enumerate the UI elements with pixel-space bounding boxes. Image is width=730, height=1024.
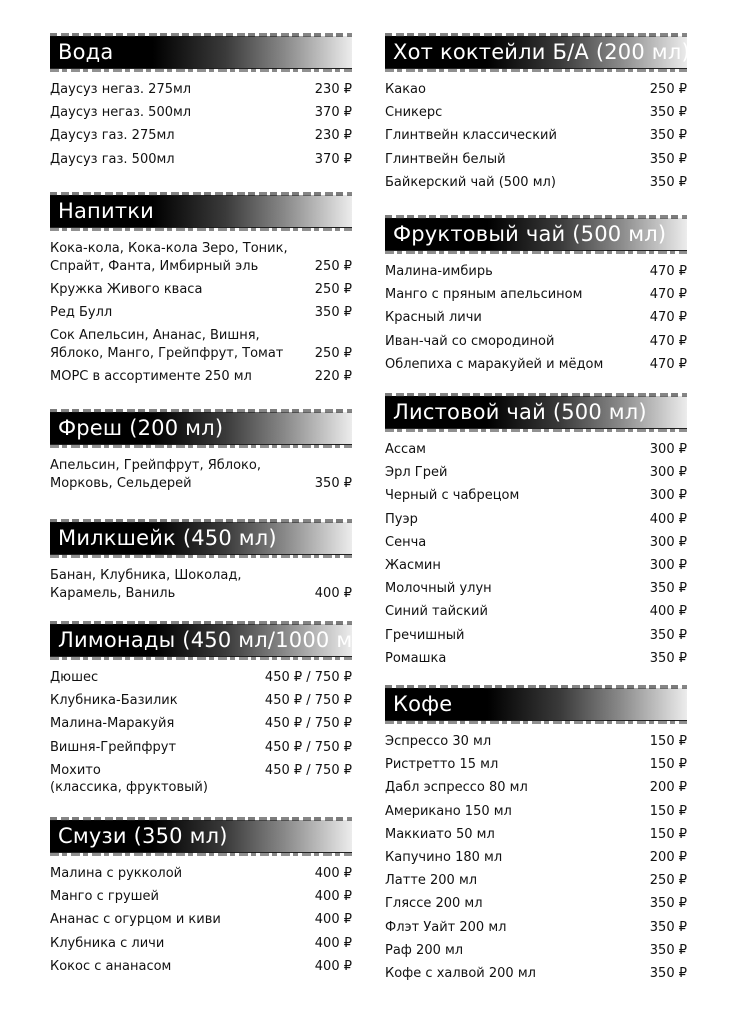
menu-item-price: 300 ₽ xyxy=(649,534,687,550)
menu-item-name: Сенча xyxy=(385,534,427,550)
menu-item xyxy=(50,669,352,687)
menu-item xyxy=(50,739,352,757)
menu-item xyxy=(385,286,687,304)
menu-item-name: Клубника с личи xyxy=(50,935,165,951)
menu-item-name: Облепиха с маракуйей и мёдом xyxy=(385,356,604,372)
menu-item-price: 470 ₽ xyxy=(649,264,687,279)
menu-item-price: 150 ₽ xyxy=(649,734,687,749)
menu-item xyxy=(50,327,352,362)
menu-item-price: 400 ₽ xyxy=(314,912,352,928)
menu-item-price: 350 ₽ xyxy=(649,919,687,935)
section-header-banner xyxy=(50,522,352,555)
menu-item-price: 450 ₽ / 750 ₽ xyxy=(264,739,352,755)
menu-item-name: Сок Апельсин, Ананас, Вишня, Яблоко, Манго, Грейпфрут, Томат xyxy=(50,328,284,361)
menu-item-name: Даусуз газ. 500мл xyxy=(50,151,175,167)
menu-item-name: Ристретто 15 мл xyxy=(385,757,499,773)
menu-item xyxy=(50,151,352,169)
menu-item-price: 450 ₽ / 750 ₽ xyxy=(264,693,352,709)
menu-item-name: Манго с пряным апельсином xyxy=(385,287,583,303)
menu-item xyxy=(385,104,687,122)
menu-item xyxy=(50,104,352,122)
menu-item-price: 300 ₽ xyxy=(649,465,687,481)
menu-item-price: 150 ₽ xyxy=(649,826,687,842)
section-header-banner xyxy=(385,688,687,721)
menu-item-price: 470 ₽ xyxy=(649,287,687,303)
menu-item xyxy=(385,895,687,913)
menu-item-price: 350 ₽ xyxy=(649,128,687,144)
menu-item-price: 350 ₽ xyxy=(649,965,687,981)
menu-item-name: Раф 200 мл xyxy=(385,942,464,958)
menu-item xyxy=(385,534,687,552)
menu-item xyxy=(50,865,352,883)
menu-item-name: Американо 150 мл xyxy=(385,803,512,819)
menu-item xyxy=(385,919,687,937)
menu-item xyxy=(50,692,352,710)
menu-item-name: Малина-имбирь xyxy=(385,264,493,279)
menu-item-name: Даусуз негаз. 275мл xyxy=(50,82,192,97)
section-title: Милкшейк (450 мл) xyxy=(58,526,277,550)
menu-item-price: 400 ₽ xyxy=(314,866,352,881)
menu-item-price: 370 ₽ xyxy=(314,105,352,121)
menu-item xyxy=(50,281,352,299)
menu-item-price: 470 ₽ xyxy=(649,310,687,326)
menu-item-name: Эспрессо 30 мл xyxy=(385,734,492,749)
menu-item-name: Мохито (классика, фруктовый) xyxy=(50,762,208,796)
menu-item-price: 150 ₽ xyxy=(649,803,687,819)
menu-item-price: 350 ₽ xyxy=(649,896,687,912)
menu-section xyxy=(50,522,352,608)
menu-item xyxy=(385,627,687,645)
menu-item xyxy=(385,441,687,459)
menu-item-price: 200 ₽ xyxy=(649,780,687,796)
section-title: Листовой чай (500 мл) xyxy=(393,400,647,424)
menu-item-list xyxy=(50,865,352,975)
menu-item-name: Малина с рукколой xyxy=(50,866,183,881)
menu-item-name: Сникерс xyxy=(385,105,443,121)
menu-item xyxy=(50,888,352,906)
menu-item xyxy=(385,779,687,797)
menu-item xyxy=(385,733,687,751)
menu-item-price: 230 ₽ xyxy=(314,128,352,144)
menu-item-name: Пуэр xyxy=(385,511,418,527)
menu-item-name: Синий тайский xyxy=(385,604,488,620)
menu-item-price: 350 ₽ xyxy=(649,942,687,958)
menu-item-name: Капучино 180 мл xyxy=(385,849,503,865)
menu-item-price: 350 ₽ xyxy=(649,650,687,666)
menu-item-name: Глинтвейн белый xyxy=(385,151,506,167)
menu-item-name: Иван-чай со смородиной xyxy=(385,333,555,349)
menu-item-price: 200 ₽ xyxy=(649,849,687,865)
menu-item-name: Молочный улун xyxy=(385,581,492,597)
menu-item-name: Гречишный xyxy=(385,627,465,643)
menu-item-name: Банан, Клубника, Шоколад, Карамель, Ваниль xyxy=(50,568,242,601)
menu-item xyxy=(385,803,687,821)
menu-item-name: Кофе с халвой 200 мл xyxy=(385,965,536,981)
menu-item-name: Вишня-Грейпфрут xyxy=(50,739,177,755)
menu-item xyxy=(385,511,687,529)
section-title: Хот коктейли Б/А (200 мл) xyxy=(393,40,690,64)
menu-item xyxy=(385,849,687,867)
menu-item-price: 350 ₽ xyxy=(649,581,687,597)
menu-item xyxy=(50,935,352,953)
menu-item xyxy=(385,333,687,351)
menu-item-name: Латте 200 мл xyxy=(385,873,478,889)
menu-item-name: Даусуз негаз. 500мл xyxy=(50,105,192,121)
menu-item-price: 220 ₽ xyxy=(314,368,352,384)
menu-item-price: 250 ₽ xyxy=(314,258,352,274)
section-title: Смузи (350 мл) xyxy=(58,824,228,848)
menu-item xyxy=(385,650,687,668)
menu-item-name: Байкерский чай (500 мл) xyxy=(385,174,556,190)
menu-item-name: Дюшес xyxy=(50,670,99,685)
menu-item-name: Красный личи xyxy=(385,310,482,326)
section-header-banner xyxy=(385,36,690,69)
menu-item xyxy=(385,603,687,621)
menu-item xyxy=(385,942,687,960)
menu-section xyxy=(50,36,352,174)
menu-item-price: 350 ₽ xyxy=(649,105,687,121)
menu-item xyxy=(50,240,352,275)
menu-item xyxy=(385,557,687,575)
menu-item-name: Даусуз газ. 275мл xyxy=(50,128,175,144)
menu-section xyxy=(50,412,352,498)
menu-item-name: Кока-кола, Кока-кола Зеро, Тоник, Спрайт, Фанта, Имбирный эль xyxy=(50,241,288,274)
menu-item-price: 250 ₽ xyxy=(649,873,687,889)
menu-item-price: 300 ₽ xyxy=(649,442,687,457)
menu-item-name: Черный с чабрецом xyxy=(385,488,520,504)
section-title: Кофе xyxy=(393,692,453,716)
menu-item-price: 350 ₽ xyxy=(649,151,687,167)
menu-item-name: Ромашка xyxy=(385,650,447,666)
menu-item-name: Дабл эспрессо 80 мл xyxy=(385,780,528,796)
menu-section xyxy=(50,820,352,981)
menu-item-name: Клубника-Базилик xyxy=(50,693,178,709)
section-title: Фреш (200 мл) xyxy=(58,416,224,440)
menu-item-name: Эрл Грей xyxy=(385,465,448,481)
menu-section xyxy=(50,624,375,802)
menu-item-list xyxy=(385,81,687,191)
menu-item xyxy=(50,715,352,733)
section-header-banner xyxy=(50,624,375,657)
menu-item xyxy=(50,368,352,386)
menu-item xyxy=(385,263,687,281)
menu-item xyxy=(385,151,687,169)
menu-item-price: 400 ₽ xyxy=(314,958,352,974)
menu-section xyxy=(385,396,687,673)
menu-item xyxy=(50,911,352,929)
menu-item-name: Ред Булл xyxy=(50,304,113,320)
menu-section xyxy=(385,688,687,988)
menu-item xyxy=(50,762,352,797)
section-title: Фруктовый чай (500 мл) xyxy=(393,222,667,246)
menu-item-name: Малина-Маракуйя xyxy=(50,716,175,732)
menu-item-price: 450 ₽ / 750 ₽ xyxy=(264,716,352,732)
menu-item xyxy=(385,872,687,890)
section-header-banner xyxy=(385,218,687,251)
menu-item xyxy=(50,81,352,99)
menu-item-price: 300 ₽ xyxy=(649,557,687,573)
section-header-banner xyxy=(50,820,352,853)
menu-item-list xyxy=(50,81,352,168)
menu-item-name: Жасмин xyxy=(385,557,441,573)
menu-item-list xyxy=(385,263,687,373)
menu-item-name: МОРС в ассортименте 250 мл xyxy=(50,368,252,384)
menu-section xyxy=(385,218,687,379)
menu-item xyxy=(50,958,352,976)
menu-item-list xyxy=(385,733,687,982)
menu-item-price: 350 ₽ xyxy=(649,627,687,643)
menu-item-price: 400 ₽ xyxy=(649,604,687,620)
section-title: Напитки xyxy=(58,199,155,223)
section-header-banner xyxy=(50,195,352,228)
menu-item xyxy=(385,81,687,99)
menu-item-name: Ассам xyxy=(385,442,426,457)
menu-item-price: 470 ₽ xyxy=(649,356,687,372)
menu-section xyxy=(385,36,690,197)
section-header-banner xyxy=(50,36,352,69)
menu-item-price: 250 ₽ xyxy=(649,82,687,97)
menu-item xyxy=(385,127,687,145)
section-header-banner xyxy=(385,396,687,429)
menu-item-name: Ананас с огурцом и киви xyxy=(50,912,221,928)
menu-item xyxy=(385,965,687,983)
section-title: Вода xyxy=(58,40,114,64)
menu-item-list xyxy=(385,441,687,667)
menu-item-name: Гляссе 200 мл xyxy=(385,896,483,912)
menu-item-price: 400 ₽ xyxy=(314,935,352,951)
menu-item-list xyxy=(50,669,352,797)
menu-item-price: 450 ₽ / 750 ₽ xyxy=(264,670,352,685)
menu-item-price: 450 ₽ / 750 ₽ xyxy=(264,762,352,778)
menu-item xyxy=(50,127,352,145)
menu-item-price: 400 ₽ xyxy=(314,585,352,601)
menu-item xyxy=(385,487,687,505)
menu-section xyxy=(50,195,352,391)
menu-item-price: 370 ₽ xyxy=(314,151,352,167)
menu-item-name: Кокос с ананасом xyxy=(50,958,172,974)
menu-item-price: 250 ₽ xyxy=(314,281,352,297)
section-title: Лимонады (450 мл/1000 мл) xyxy=(58,628,375,652)
menu-item-name: Маккиато 50 мл xyxy=(385,826,495,842)
menu-item xyxy=(50,457,352,492)
menu-item-price: 400 ₽ xyxy=(314,889,352,905)
menu-item-name: Кружка Живого кваса xyxy=(50,281,203,297)
menu-item xyxy=(385,464,687,482)
menu-item-price: 350 ₽ xyxy=(649,174,687,190)
menu-item-price: 400 ₽ xyxy=(649,511,687,527)
section-header-banner xyxy=(50,412,352,445)
menu-item-price: 150 ₽ xyxy=(649,757,687,773)
menu-item-list xyxy=(50,567,352,602)
menu-item xyxy=(385,356,687,374)
menu-item xyxy=(50,304,352,322)
menu-item-name: Глинтвейн классический xyxy=(385,128,557,144)
menu-item-price: 230 ₽ xyxy=(314,82,352,97)
menu-item-price: 350 ₽ xyxy=(314,475,352,491)
menu-item xyxy=(385,580,687,598)
menu-item-price: 250 ₽ xyxy=(314,345,352,361)
menu-item-name: Какао xyxy=(385,82,426,97)
menu-item xyxy=(385,826,687,844)
menu-item-price: 300 ₽ xyxy=(649,488,687,504)
menu-item xyxy=(385,309,687,327)
menu-item-name: Манго с грушей xyxy=(50,889,159,905)
menu-item xyxy=(50,567,352,602)
menu-item-price: 350 ₽ xyxy=(314,304,352,320)
menu-item xyxy=(385,756,687,774)
menu-item-name: Флэт Уайт 200 мл xyxy=(385,919,507,935)
menu-item-name: Апельсин, Грейпфрут, Яблоко, Морковь, Сельдерей xyxy=(50,458,261,491)
menu-item-list xyxy=(50,240,352,385)
menu-item-list xyxy=(50,457,352,492)
menu-item xyxy=(385,174,687,192)
menu-item-price: 470 ₽ xyxy=(649,333,687,349)
